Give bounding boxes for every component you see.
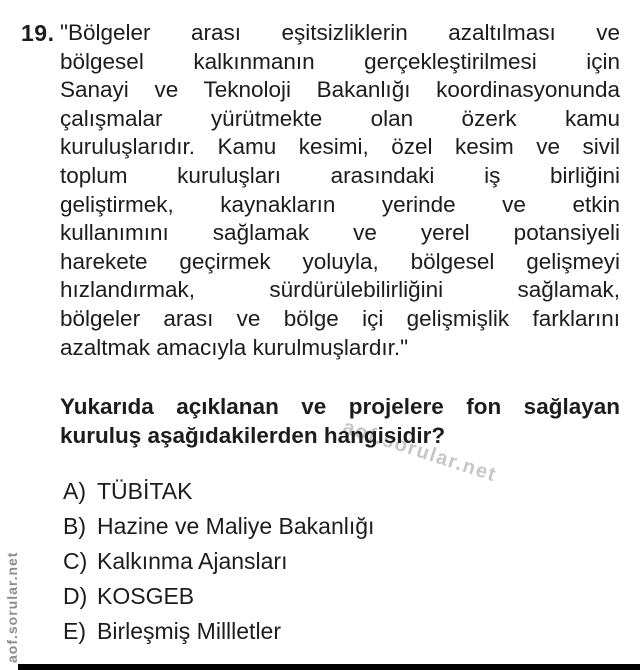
bottom-divider-bar [18, 664, 640, 670]
paragraph-line: çalışmalar yürütmekte olan özerk kamu [60, 105, 620, 131]
watermark-left-vertical: aof.sorular.net [4, 551, 20, 663]
paragraph-line: Sanayi ve Teknoloji Bakanlığı koordinasyonunda [60, 77, 620, 103]
option-letter: E) [63, 618, 86, 644]
answer-option-c [63, 544, 374, 579]
paragraph-line: geliştirmek, kaynakların yerinde ve etkin [60, 191, 620, 217]
option-letter: A) [63, 478, 86, 504]
answer-option-b [63, 509, 374, 544]
option-label: Kalkınma Ajansları [97, 548, 288, 574]
paragraph-line: toplum kuruluşları arasındaki iş birliğini [60, 162, 620, 188]
answer-option-e [63, 614, 374, 649]
option-label: KOSGEB [97, 583, 195, 609]
prompt-line: Yukarıda açıklanan ve projelere fon sağlayan [60, 394, 620, 419]
paragraph-line: "Bölgeler arası eşitsizliklerin azaltılması ve [60, 20, 620, 45]
answer-options-list [63, 474, 374, 649]
option-letter: C) [63, 548, 88, 574]
paragraph-line: bölgeler arası ve bölge içi gelişmişlik farklarını [60, 305, 620, 331]
question-number: 19. [21, 20, 55, 46]
option-label: TÜBİTAK [97, 478, 193, 504]
paragraph-line: azaltmak amacıyla kurulmuşlardır." [60, 334, 409, 360]
option-label: Birleşmiş Millletler [97, 618, 282, 644]
question-prompt [60, 392, 620, 450]
paragraph-line: kullanımını sağlamak ve yerel potansiyeli [60, 220, 620, 246]
paragraph-line: bölgesel kalkınmanın gerçekleştirilmesi için [60, 48, 620, 74]
prompt-line: kuruluş aşağıdakilerden hangisidir? [60, 423, 446, 448]
answer-option-a [63, 474, 374, 509]
option-letter: B) [63, 513, 86, 539]
watermark-center-diagonal: aof.sorular.net [340, 416, 500, 487]
paragraph-line: hızlandırmak, sürdürülebilirliğini sağlamak, [60, 277, 620, 303]
question-paragraph [60, 19, 620, 362]
answer-option-d [63, 579, 374, 614]
option-letter: D) [63, 583, 88, 609]
option-label: Hazine ve Maliye Bakanlığı [97, 513, 375, 539]
paragraph-line: harekete geçirmek yoluyla, bölgesel gelişmeyi [60, 248, 620, 274]
paragraph-line: kuruluşlarıdır. Kamu kesimi, özel kesim ve sivil [60, 134, 620, 160]
